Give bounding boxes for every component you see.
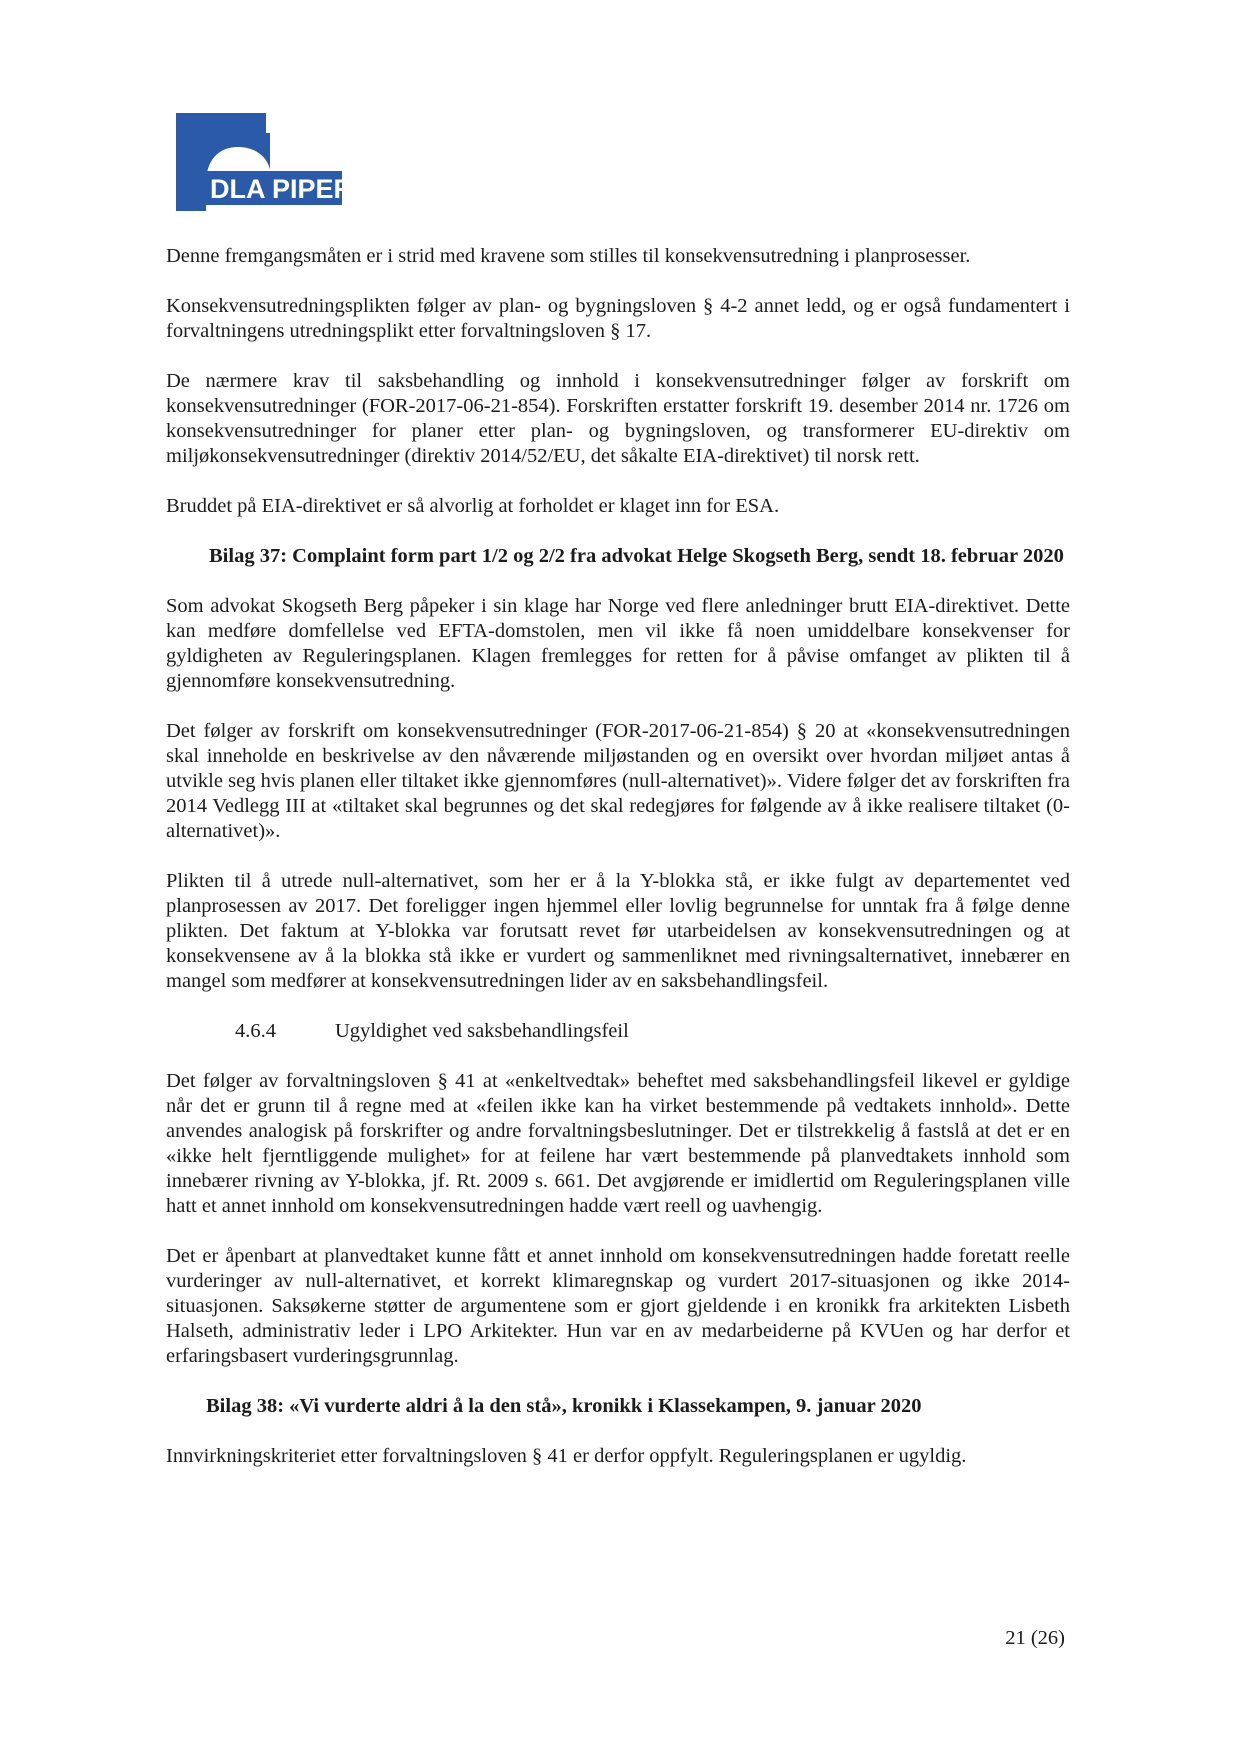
paragraph-9: Det er åpenbart at planvedtaket kunne fått et annet innhold om konsekvensutredningen hadde foretatt reelle vurderinger av null-alternativet, et korrekt klimaregnskap og vurdert 2017-situasjonen og ikke 2014-situasjonen. Saksøkerne støtter de argumentene som er gjort gjeldende i en kronikk fra arkitekten Lisbeth Halseth, administrativ leder i LPO Arkitekter. Hun var en av medarbeiderne på KVUen og har derfor et erfaringsbasert vurderingsgrunnlag. [166, 1245, 1070, 1367]
page-number: 21 (26) [1005, 1627, 1065, 1649]
exhibit-37: Bilag 37: Complaint form part 1/2 og 2/2 fra advokat Helge Skogseth Berg, sendt 18. februar 2020 [209, 545, 1064, 567]
paragraph-10: Innvirkningskriteriet etter forvaltningsloven § 41 er derfor oppfylt. Reguleringsplanen er ugyldig. [166, 1445, 967, 1467]
logo-text: DLA PIPER [210, 174, 354, 204]
exhibit-38: Bilag 38: «Vi vurderte aldri å la den stå», kronikk i Klassekampen, 9. januar 2020 [206, 1395, 922, 1417]
section-title: Ugyldighet ved saksbehandlingsfeil [335, 1020, 629, 1042]
section-number: 4.6.4 [235, 1020, 276, 1042]
paragraph-5: Som advokat Skogseth Berg påpeker i sin klage har Norge ved flere anledninger brutt EIA-direktivet. Dette kan medføre domfellelse ved EFTA-domstolen, men vil ikke få noen umiddelbare konsekvenser for gyldigheten av Reguleringsplanen. Klagen fremlegges for retten for å påvise omfanget av plikten til å gjennomføre konsekvensutredning. [166, 595, 1070, 692]
dla-piper-logo [166, 113, 376, 223]
document-body [166, 244, 1070, 1494]
paragraph-2: Konsekvensutredningsplikten følger av plan- og bygningsloven § 4-2 annet ledd, og er også fundamentert i forvaltningens utredningsplikt etter forvaltningsloven § 17. [166, 295, 1070, 342]
paragraph-1: Denne fremgangsmåten er i strid med kravene som stilles til konsekvensutredning i planprosesser. [166, 245, 971, 267]
section-heading [166, 1019, 1070, 1044]
paragraph-8: Det følger av forvaltningsloven § 41 at «enkeltvedtak» beheftet med saksbehandlingsfeil likevel er gyldige når det er grunn til å regne med at «feilen ikke kan ha virket bestemmende på vedtakets innhold». Dette anvendes analogisk på forskrifter og andre forvaltningsbeslutninger. Det er tilstrekkelig å fastslå at det er en «ikke helt fjerntliggende mulighet» for at feilene har vært bestemmende på planvedtakets innhold som innebærer rivning av Y-blokka, jf. Rt. 2009 s. 661. Det avgjørende er imidlertid om Reguleringsplanen ville hatt et annet innhold om konsekvensutredningen hadde vært reell og uavhengig. [166, 1070, 1070, 1217]
paragraph-6: Det følger av forskrift om konsekvensutredninger (FOR-2017-06-21-854) § 20 at «konsekvensutredningen skal inneholde en beskrivelse av den nåværende miljøstanden og en oversikt over hvordan miljøet antas å utvikle seg hvis planen eller tiltaket ikke gjennomføres (null-alternativet)». Videre følger det av forskriften fra 2014 Vedlegg III at «tiltaket skal begrunnes og det skal redegjøres for følgende av å ikke realisere tiltaket (0-alternativet)». [166, 720, 1070, 842]
paragraph-4: Bruddet på EIA-direktivet er så alvorlig at forholdet er klaget inn for ESA. [166, 495, 780, 517]
paragraph-3: De nærmere krav til saksbehandling og innhold i konsekvensutredninger følger av forskrift om konsekvensutredninger (FOR-2017-06-21-854). Forskriften erstatter forskrift 19. desember 2014 nr. 1726 om konsekvensutredninger for planer etter plan- og bygningsloven, og transformerer EU-direktiv om miljøkonsekvensutredninger (direktiv 2014/52/EU, det såkalte EIA-direktivet) til norsk rett. [166, 370, 1070, 467]
paragraph-7: Plikten til å utrede null-alternativet, som her er å la Y-blokka stå, er ikke fulgt av departementet ved planprosessen av 2017. Det foreligger ingen hjemmel eller lovlig begrunnelse for unntak fra å følge denne plikten. Det faktum at Y-blokka var forutsatt revet før utarbeidelsen av konsekvensutredningen og at konsekvensene av å la blokka stå ikke er vurdert og sammenliknet med rivningsalternativet, innebærer en mangel som medfører at konsekvensutredningen lider av en saksbehandlingsfeil. [166, 870, 1070, 992]
